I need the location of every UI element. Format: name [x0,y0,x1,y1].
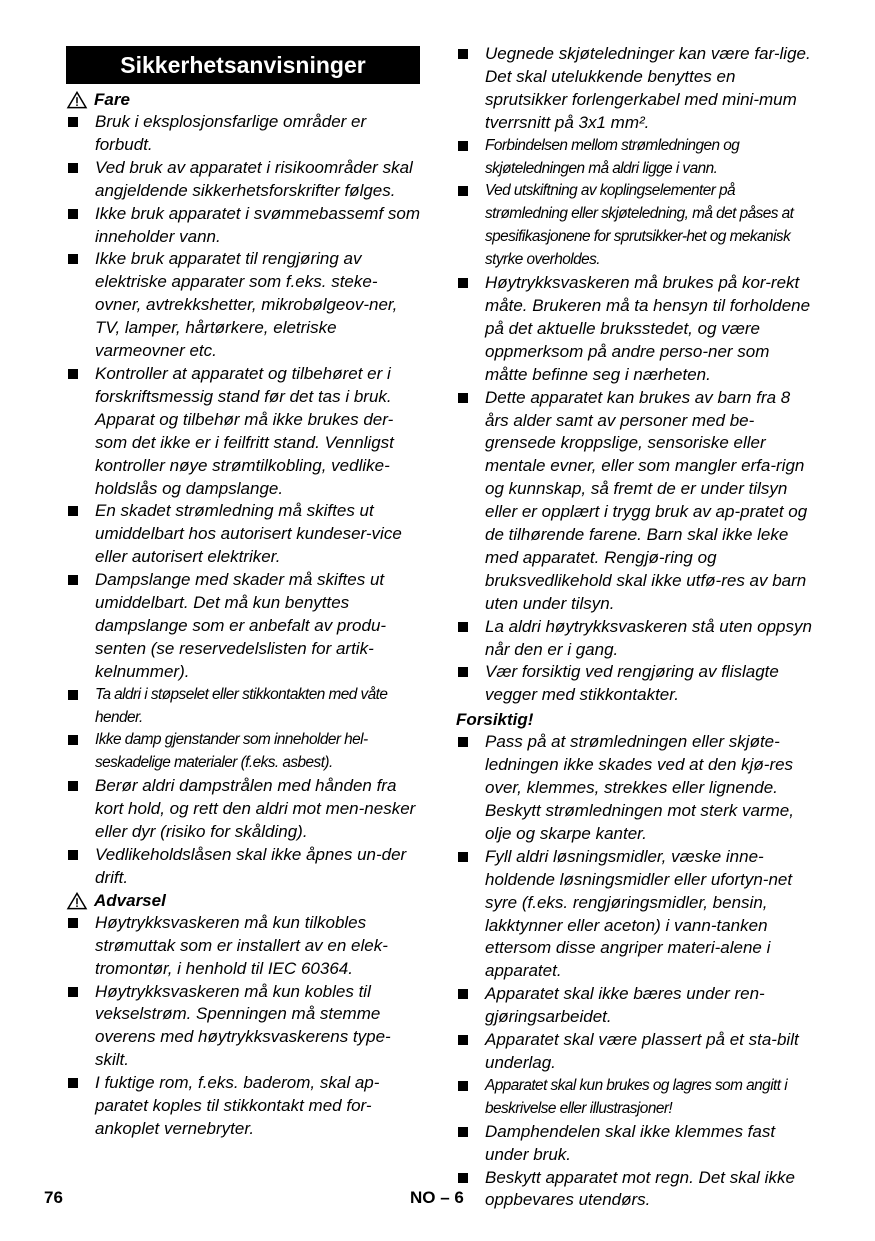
item-text: Apparatet skal være plassert på et sta-bilt underlag. [485,1030,799,1072]
item-text: Fyll aldri løsningsmidler, væske inne-holdende løsningsmidler eller ufortyn-net syre (f.eks. rengjøringsmidler, bensin, lakktynner eller aceton) i vann-tanken ettersom disse angriper materi-alene i apparatet. [485,846,793,981]
right-column [456,43,813,1212]
bullet-square-icon [68,163,78,173]
bullet-square-icon [68,690,78,700]
forsiktig-heading: Forsiktig! [456,710,534,730]
list-item [66,844,420,890]
bullet-square-icon [458,737,468,747]
advarsel-list [66,912,420,1141]
item-text: En skadet strømledning må skiftes ut umiddelbart hos autorisert kundeser-vice eller autorisert elektriker. [95,501,402,567]
item-text: Pass på at strømledningen eller skjøte-ledningen ikke skades ved at den kjø-res over, klemmes, strekkes eller lignende. Beskytt strømledningen mot sterk varme, olje og skarpe kanter. [485,732,794,843]
bullet-square-icon [68,369,78,379]
item-text: Høytrykksvaskeren må kun tilkobles strømuttak som er installert av en elek-tromontør, i henhold til IEC 60364. [95,912,388,978]
item-text: Damphendelen skal ikke klemmes fast under bruk. [485,1121,776,1164]
fare-heading-text: Fare [94,90,130,109]
list-item [456,846,813,983]
bullet-square-icon [458,393,468,403]
item-text: Ikke bruk apparatet til rengjøring av elektriske apparater som f.eks. steke-ovner, avtrekkshetter, mikrobølgeov-ner, TV, lamper, hårtørkere, eletriske varmeovner etc. [95,249,398,361]
list-item [66,1072,420,1141]
list-item [456,43,813,135]
advarsel-heading-text: Advarsel [94,890,166,910]
item-text: Vedlikeholdslåsen skal ikke åpnes un-der drift. [95,845,407,887]
list-item [456,661,813,707]
item-text: Forbindelsen mellom strømledningen og skjøteledningen må aldri ligge i vann. [485,136,740,177]
bullet-square-icon [68,254,78,264]
item-text: Apparatet skal ikke bæres under ren-gjøringsarbeidet. [485,984,765,1027]
bullet-square-icon [458,278,468,288]
list-item [66,729,420,775]
item-text: Høytrykksvaskeren må kun kobles til vekselstrøm. Spenningen må stemme overens med høytrykksvaskerens type-skilt. [95,981,391,1070]
list-item [456,272,813,387]
left-column [66,43,420,1141]
bullet-square-icon [458,1081,468,1091]
list-item [456,1167,813,1213]
bullet-square-icon [68,987,78,997]
bullet-square-icon [68,918,78,928]
bullet-square-icon [68,506,78,516]
item-text: La aldri høytrykksvaskeren stå uten oppsyn når den er i gang. [485,616,812,659]
list-item [456,983,813,1029]
bullet-square-icon [458,49,468,59]
bullet-square-icon [458,1127,468,1137]
bullet-square-icon [458,622,468,632]
bullet-square-icon [68,209,78,219]
list-item [66,684,420,730]
bullet-square-icon [458,1173,468,1183]
warning-triangle-icon [66,892,88,910]
item-text: Dette apparatet kan brukes av barn fra 8 års alder samt av personer med be-grensede kroppslige, sensoriske eller mentale evner, eller som mangler erfa-rign og kunnskap, så fremt de er under tilsyn eller er opplært i trygg bruk av ap-pratet og de tilhørende farene. Barn skal ikke leke med apparatet. Rengjø-ring og bruksvedlikehold skal ikke utfø-res av barn uten under tilsyn. [485,387,808,613]
item-text: Kontroller at apparatet og tilbehøret er i forskriftsmessig stand før det tas i bruk. Apparat og tilbehør må ikke brukes der-som det ikke er i feilfritt stand. Vennligst kontroller nøye strømtilkobling, vedlike-holdslås og dampslange. [95,363,394,498]
list-item [66,981,420,1073]
list-item [66,111,420,157]
list-item [66,912,420,981]
bullet-square-icon [458,186,468,196]
bullet-square-icon [68,117,78,127]
item-text: Høytrykksvaskeren må brukes på kor-rekt måte. Brukeren må ta hensyn til forholdene på det aktuelle bruksstedet, og være oppmerksom på andre perso-ner som måtte befinne seg i nærheten. [485,273,811,384]
list-item [456,180,813,272]
list-item [456,731,813,846]
warning-triangle-icon [66,91,88,109]
page-number: 76 [44,1188,63,1207]
list-item [456,1075,813,1121]
item-text: Ta aldri i støpselet eller stikkontakten med våte hender. [95,685,388,726]
bullet-square-icon [458,1035,468,1045]
item-text: Ikke damp gjenstander som inneholder hel-seskadelige materialer (f.eks. asbest). [95,731,368,772]
item-text: Ved bruk av apparatet i risikoområder skal angjeldende sikkerhetsforskrifter følges. [95,157,413,200]
item-text: Bruk i eksplosjonsfarlige områder er forbudt. [95,112,367,154]
bullet-square-icon [458,852,468,862]
bullet-square-icon [68,850,78,860]
list-item [66,569,420,684]
list-item [456,387,813,616]
item-text: I fuktige rom, f.eks. baderom, skal ap-paratet koples til stikkontakt med for-ankoplet vernebryter. [95,1073,380,1138]
item-text: Dampslange med skader må skiftes ut umiddelbart. Det må kun benyttes dampslange som er anbefalt av produ-senten (se reservedelslisten for artik-kelnummer). [95,570,387,681]
advarsel-heading [66,890,420,912]
list-item [456,1029,813,1075]
page-title: Sikkerhetsanvisninger [66,46,420,84]
list-item [66,157,420,203]
bullet-square-icon [458,667,468,677]
bullet-square-icon [68,735,78,745]
bullet-square-icon [458,141,468,151]
list-item [66,203,420,249]
bullet-square-icon [68,1078,78,1088]
forsiktig-list [456,731,813,1212]
list-item [66,775,420,844]
list-item [66,248,420,363]
list-item [456,1121,813,1167]
item-text: Vær forsiktig ved rengjøring av flislagte vegger med stikkontakter. [485,662,779,705]
item-text: Berør aldri dampstrålen med hånden fra kort hold, og rett den aldri mot men-nesker eller dyr (risiko for skålding). [95,776,416,842]
bullet-square-icon [68,575,78,585]
item-text: Ved utskiftning av koplingselementer på strømledning eller skjøteledning, må det påses at spesifikasjonene for sprutsikker-het og mekanisk styrke overholdes. [485,182,794,269]
list-item [66,500,420,569]
fare-heading [66,89,420,111]
list-item [66,363,420,500]
item-text: Ikke bruk apparatet i svømmebassemf som inneholder vann. [95,203,421,246]
item-text: Uegnede skjøteledninger kan være far-lige. Det skal utelukkende benyttes en sprutsikker forlengerkabel med mini-mum tverrsnitt på 3x1 mm². [485,44,811,132]
section-page-number: NO – 6 [410,1188,464,1207]
item-text: Beskytt apparatet mot regn. Det skal ikke oppbevares utendørs. [485,1167,795,1210]
list-item [456,135,813,181]
bullet-square-icon [458,989,468,999]
item-text: Apparatet skal kun brukes og lagres som angitt i beskrivelse eller illustrasjoner! [485,1076,788,1117]
list-item [456,616,813,662]
bullet-square-icon [68,781,78,791]
fare-list [66,111,420,890]
right-list-top [456,43,813,707]
